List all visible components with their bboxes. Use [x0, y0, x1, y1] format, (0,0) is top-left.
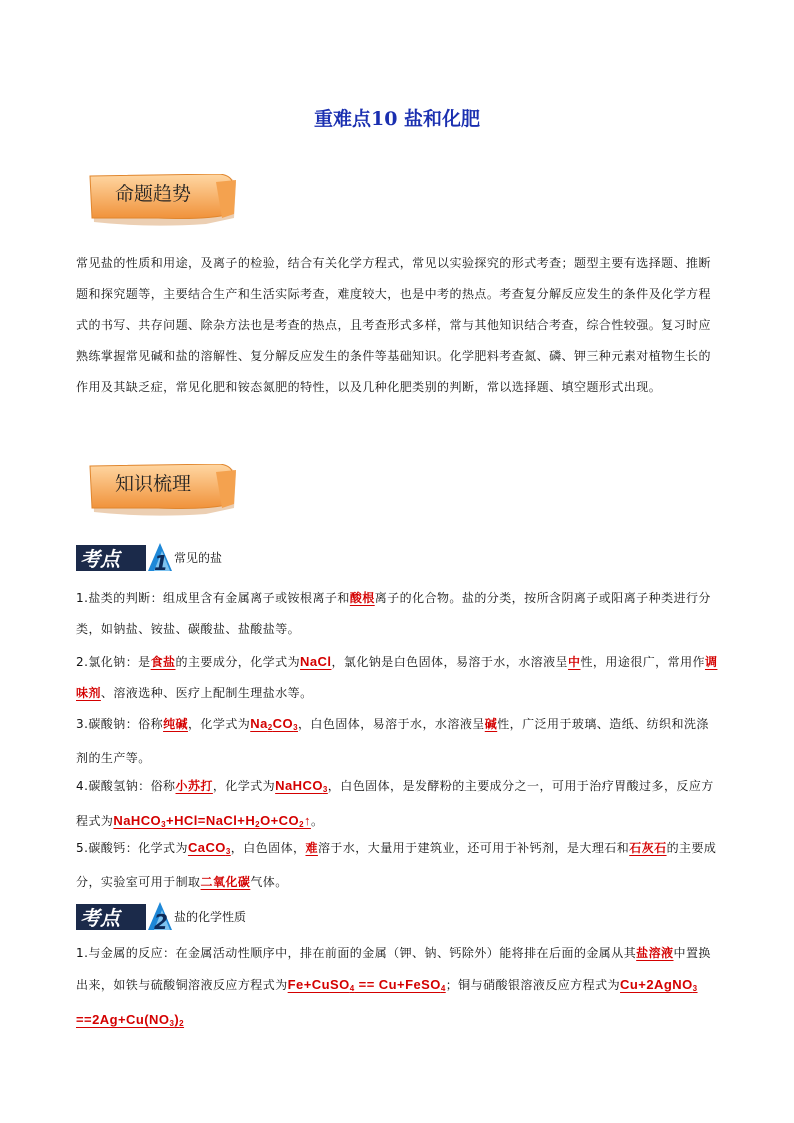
kaodian-1-item-2: 2.氯化钠：是食盐的主要成分，化学式为NaCl，氯化钠是白色固体，易溶于水，水溶液呈中性，用途很广，常用作调味剂、溶液选种、医疗上配制生理盐水等。: [76, 654, 718, 700]
answer-blank: 调味剂: [76, 655, 718, 700]
answer-blank: 难: [305, 841, 318, 855]
answer-blank: CaCO$_3$: [187, 840, 231, 856]
svg-text:1: 1: [154, 551, 168, 573]
kaodian-badge-icon: [76, 541, 176, 573]
trend-paragraph: 常见盐的性质和用途，及离子的检验，结合有关化学方程式，常见以实验探究的形式考查；题型主要有选择题、推断题和探究题等，主要结合生产和生活实际考查，难度较大，也是中考的热点。考查复分解反应发生的条件及化学方程式的书写、共存问题、除杂方法也是考查的热点，且考查形式多样，常与其他知识结合考查，综合性较强。复习时应熟练掌握常见碱和盐的溶解性、复分解反应发生的条件等基础知识。化学肥料考查氮、磷、钾三种元素对植物生长的作用及其缺乏症，常见化肥和铵态氮肥的特性，以及几种化肥类别的判断，常以选择题、填空题形式出现。: [76, 256, 711, 394]
trend-banner-label: 命题趋势: [114, 183, 191, 205]
svg-text:2: 2: [154, 910, 168, 932]
answer-blank: 小苏打: [175, 779, 213, 793]
answer-blank: 石灰石: [629, 841, 667, 855]
answer-blank: 二氧化碳: [200, 875, 251, 889]
kaodian-1-item-4: 4.碳酸氢钠：俗称小苏打，化学式为NaHCO$_3$，白色固体，是发酵粉的主要成分之一，可用于治疗胃酸过多，反应方程式为$NaHCO_3+HCl=NaCl+H_2O+CO_2↑$。: [76, 778, 714, 829]
answer-blank: 中: [568, 655, 581, 669]
kaodian-1-item-3: 3.碳酸钠：俗称纯碱，化学式为$Na_2CO_3$，白色固体，易溶于水，水溶液呈碱性，广泛用于玻璃、造纸、纺织和洗涤剂的生产等。: [76, 716, 709, 765]
kaodian-1-item-5: 5.碳酸钙：化学式为CaCO$_3$，白色固体，难溶于水，大量用于建筑业，还可用于补钙剂，是大理石和石灰石的主要成分，实验室可用于制取二氧化碳气体。: [76, 840, 717, 889]
page-title: 重难点10 盐和化肥: [313, 108, 481, 130]
answer-blank: 纯碱: [163, 717, 188, 731]
answer-blank: 食盐: [150, 655, 176, 669]
kaodian-1-label: 常见的盐: [174, 551, 223, 565]
answer-equation: Fe+CuSO$_4$ == Cu+FeSO$_4$: [287, 977, 446, 993]
answer-blank: NaHCO$_3$: [275, 778, 328, 794]
answer-blank: NaCl: [300, 654, 332, 669]
answer-equation: Cu+2AgNO$_3$ $==2Ag+Cu(NO_3)_2$: [76, 977, 698, 1028]
knowledge-banner: [88, 464, 238, 518]
kaodian-badge-icon: [76, 900, 176, 932]
answer-blank: $Na_2CO_3$: [250, 716, 298, 732]
answer-blank: 碱: [484, 717, 498, 731]
answer-blank: 酸根: [349, 591, 375, 605]
knowledge-banner-label: 知识梳理: [114, 473, 191, 495]
svg-text:考点: 考点: [80, 547, 120, 571]
kaodian-2-label: 盐的化学性质: [174, 910, 247, 924]
kaodian-1-item-1: 1.盐类的判断：组成里含有金属离子或铵根离子和酸根离子的化合物。盐的分类，按所含阴离子或阳离子种类进行分类，如钠盐、铵盐、碳酸盐、盐酸盐等。: [76, 591, 711, 636]
svg-text:考点: 考点: [80, 906, 120, 930]
answer-blank: 盐溶液: [636, 946, 674, 960]
kaodian-2-item-1: 1.与金属的反应：在金属活动性顺序中，排在前面的金属（钾、钠、钙除外）能将排在后面的金属从其盐溶液中置换出来，如铁与硫酸铜溶液反应方程式为Fe+CuSO$_4$ == Cu+FeSO$_4$；铜与硝酸银溶液反应方程式为Cu+2AgNO$_3$ $==2Ag+Cu(NO_3)_2$: [76, 946, 711, 1028]
answer-equation: $NaHCO_3+HCl=NaCl+H_2O+CO_2↑$: [113, 813, 311, 829]
trend-banner: [88, 174, 238, 228]
